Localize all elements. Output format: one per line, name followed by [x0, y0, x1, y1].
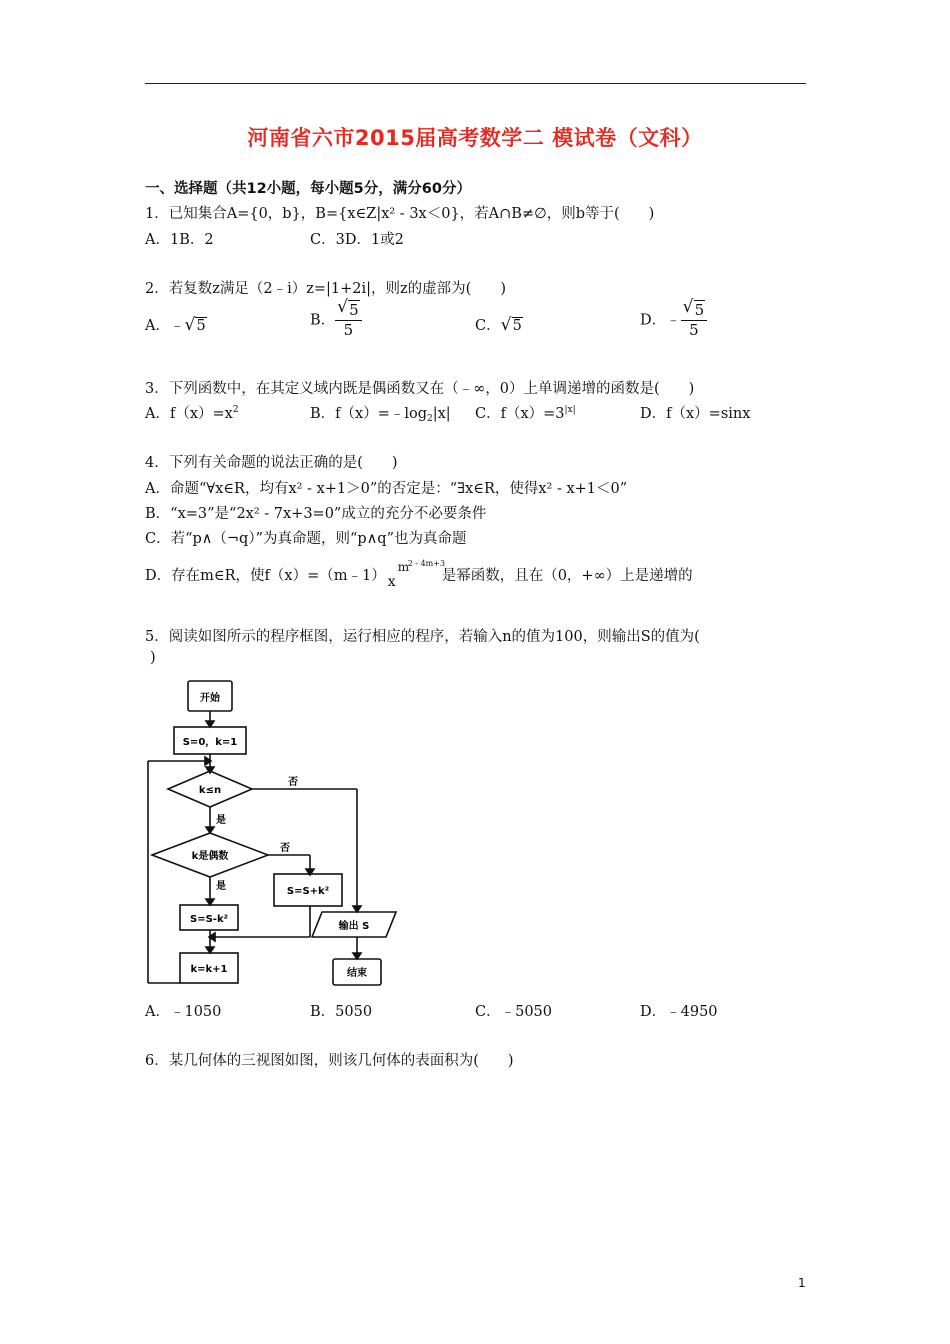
q3-option-b: B．$f(x)=﹣\log_2|x|$: [310, 406, 451, 424]
q2-option-b: B． √ 5 5: [310, 301, 362, 340]
q5-stem-close: ): [150, 650, 156, 666]
page-title: 河南省六市2015届高考数学二 模试卷（文科）: [247, 126, 703, 150]
flowchart-output-label: 输出 S: [338, 921, 370, 932]
q5-stem: 5．阅读如图所示的程序框图，运行相应的程序，若输入n的值为100，则输出S的值为(: [145, 629, 700, 645]
flowchart-init-label: S=0，k=1: [182, 737, 238, 748]
flowchart-plus-label: S=S+k²: [286, 886, 330, 897]
q5-option-b: B．5050: [310, 1004, 373, 1020]
flowchart-no1-label: 否: [288, 777, 298, 788]
q1-options-ab: A．1B．2: [145, 232, 214, 248]
q5-option-c: C．﹣5050: [475, 1004, 552, 1020]
q2-option-d: D．﹣ √ 5 5: [640, 301, 707, 340]
q2-stem: 2．若复数z满足（2﹣i）z=|1+2i|，则z的虚部为( ): [145, 281, 506, 297]
q2-option-c: C． √ 5: [475, 315, 522, 335]
q5-option-d: D．﹣4950: [640, 1004, 718, 1020]
q4-option-d: D．存在m∈R，使f（x）=（m﹣1） x m 2 - 4m+3 是幂函数，且在（0，+∞）上是递增的: [145, 559, 693, 590]
flowchart-start-label: 开始: [200, 693, 220, 704]
flowchart-cond2-label: k是偶数: [191, 851, 229, 862]
q4-option-a: A．命题“∀x∈R，均有x² - x+1＞0”的否定是：“∃x∈R，使得x² - x+1＜0”: [145, 481, 628, 497]
flowchart-yes2-label: 是: [216, 881, 226, 892]
q3-option-d: D．f（x）=sinx: [640, 406, 751, 422]
q3-option-c: C．$f(x)=3^{|x|}$: [475, 405, 576, 422]
flowchart: [140, 675, 410, 995]
q1-options-cd: C．3D．1或2: [310, 232, 404, 248]
flowchart-minus-label: S=S-k²: [190, 914, 228, 925]
flowchart-cond1-label: k≤n: [198, 785, 222, 796]
q4-option-c: C．若“p∧（¬q）”为真命题，则“p∧q”也为真命题: [145, 531, 467, 547]
header-rule: [145, 83, 806, 84]
section-heading: 一、选择题（共12小题，每小题5分，满分60分）: [145, 181, 471, 197]
page-number: 1: [798, 1276, 806, 1290]
q6-stem: 6．某几何体的三视图如图，则该几何体的表面积为( ): [145, 1053, 514, 1069]
q1-stem: 1．已知集合A={0，b}，B={x∈Z|x² - 3x＜0}，若A∩B≠∅，则b等于( ): [145, 206, 655, 222]
flowchart-inc-label: k=k+1: [190, 964, 228, 975]
q4-option-b: B．“x=3”是“2x² - 7x+3=0”成立的充分不必要条件: [145, 506, 487, 522]
q3-stem: 3．下列函数中，在其定义域内既是偶函数又在（﹣∞，0）上单调递增的函数是( ): [145, 381, 695, 397]
flowchart-yes1-label: 是: [216, 815, 226, 826]
q3-option-a: A．$f(x)=x^2$: [145, 405, 239, 422]
q4-stem: 4．下列有关命题的说法正确的是( ): [145, 455, 398, 471]
q2-option-a: A．﹣ √ 5: [145, 315, 206, 335]
flowchart-end-label: 结束: [347, 968, 367, 979]
flowchart-no2-label: 否: [280, 843, 290, 854]
q5-option-a: A．﹣1050: [145, 1004, 222, 1020]
